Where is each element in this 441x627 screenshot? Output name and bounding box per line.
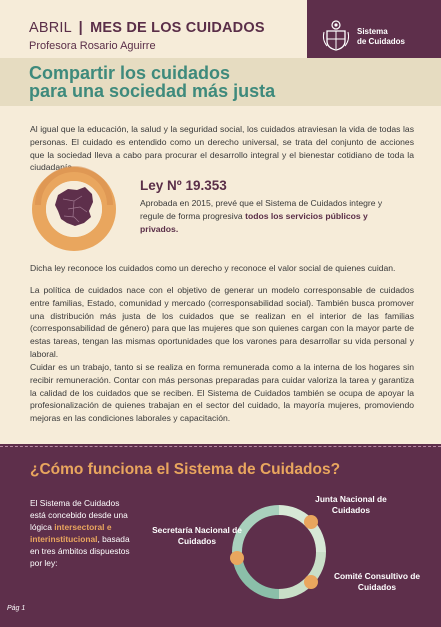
header-title [29, 20, 265, 36]
cycle-ring-diagram [229, 502, 329, 602]
how-description [30, 497, 130, 569]
uruguay-coat-of-arms-icon [321, 18, 351, 52]
law-text [140, 197, 402, 235]
how-question: ¿Cómo funciona el Sistema de Cuidados? [30, 461, 341, 478]
how-text-body: El Sistema de Cuidados está concebido desde una lógica [30, 498, 128, 532]
node-junta-nacional: Junta Nacional de Cuidados [315, 494, 387, 515]
title-line-1: Compartir los cuidados [29, 63, 231, 83]
intro-paragraph: Al igual que la educación, la salud y la seguridad social, los cuidados atraviesan la vida de todas las personas. El cuidado es entendido como un derecho universal, se trata del conjunto de acciones que la sociedad lleva a cabo para procurar el desarrollo integral y el bienestar cotidiano de toda la ciudadanía. [30, 124, 414, 173]
logo-line-1: Sistema [357, 27, 388, 36]
law-title: Ley Nº 19.353 [140, 178, 227, 193]
how-section [0, 444, 441, 627]
dashed-divider [0, 446, 441, 447]
logo-text [357, 27, 405, 47]
law-recognition-paragraph: Dicha ley reconoce los cuidados como un derecho y reconoce el valor social de quienes cuidan. [30, 263, 396, 273]
month: ABRIL [29, 20, 72, 36]
node-comite-consultivo: Comité Consultivo de Cuidados [333, 571, 421, 592]
uruguay-map-donut-icon [30, 165, 118, 253]
law-text-body: Aprobada en 2015, prevé que el Sistema de Cuidados integre y regule de forma progresiva [140, 198, 383, 221]
page-title [29, 64, 275, 100]
policy-paragraph: La política de cuidados nace con el objetivo de generar un modelo corresponsable de cuidados entre familias, Estado, comunidad y mercado (corresponsabilidad social). También busca promover una distribución más justa de los cuidados que se realizan en el interior de las familias (corresponsabilidad de género) para que las mujeres que son quienes cargan con la mayor parte de estas tareas, tengan las mismas oportunidades que los varones para desarrollar su vida personal y laboral. [30, 285, 414, 359]
how-text-highlight: intersectoral e interinstitucional [30, 522, 112, 544]
author: Profesora Rosario Aguirre [29, 40, 156, 52]
work-paragraph: Cuidar es un trabajo, tanto si se realiza en forma remunerada como a la interna de los hogares sin recibir remuneración. Contar con más personas preparadas para cuidar valoriza la tarea y garantiza la calidad de los cuidados que se reciben. El Sistema de Cuidados también se ocupa de apoyar la profesionalización de quienes trabajan en el sector del cuidado, la mayoría mujeres, promoviendo mejoras en las condiciones laborales y capacitación. [30, 362, 414, 424]
how-text-end: , basada en tres ámbitos dispuestos por ley: [30, 534, 130, 568]
title-band [0, 58, 441, 106]
page-number: Pág 1 [7, 605, 26, 612]
law-text-bold: todos los servicios públicos y privados. [140, 210, 368, 234]
title-line-2: para una sociedad más justa [29, 81, 276, 101]
theme: MES DE LOS CUIDADOS [90, 20, 265, 36]
node-secretaria-nacional: Secretaría Nacional de Cuidados [152, 525, 242, 546]
title-separator: | [78, 20, 83, 36]
logo-line-2: de Cuidados [357, 37, 406, 46]
